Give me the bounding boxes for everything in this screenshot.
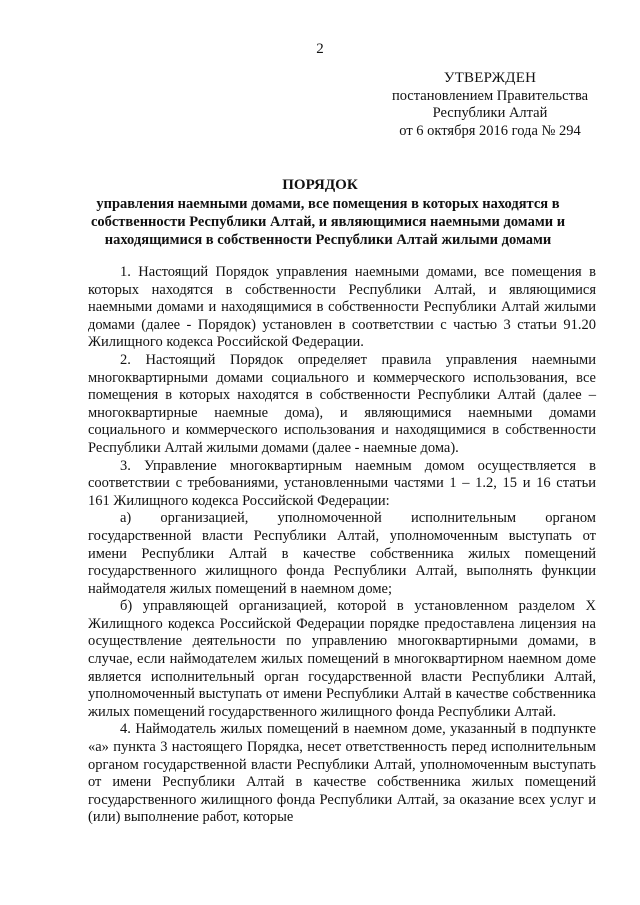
page-number: 2 [316,41,324,57]
approval-line-2: Республики Алтай [432,105,548,121]
document-title: ПОРЯДОК [282,177,358,193]
approval-line-3: от 6 октября 2016 года № 294 [399,122,581,139]
paragraph-3b: б) управляющей организацией, которой в установленном разделом X Жилищного кодекса Российской Федерации порядке предоставлена лицензия на осуществление деятельности по управлению многоквартирными домами, в случае, если наймодателем жилых помещений в многоквартирном наемном доме является исполнительный орган государственной власти Республики Алтай, уполномоченный выступать от имени Республики Алтай в качестве собственника жилых помещений государственного жилищного фонда Республики Алтай. [88,598,596,720]
paragraph-3a: а) организацией, уполномоченной исполнительным органом государственной власти Республики Алтай, уполномоченным выступать от имени Республики Алтай в качестве собственника жилых помещений государственного жилищного фонда Республики Алтай, выполнять функции наймодателя жилых помещений в наемном доме; [88,510,596,597]
approval-block [360,70,620,140]
approval-line-1: постановлением Правительства [391,87,589,104]
approval-heading: УТВЕРЖДЕН [443,70,537,86]
document-body [88,264,596,827]
paragraph-4: 4. Наймодатель жилых помещений в наемном доме, указанный в подпункте «а» пункта 3 настоящего Порядка, несет ответственность перед исполнительным органом государственной власти Республики Алтай, уполномоченным выступать от имени Республики Алтай в качестве собственника жилых помещений государственного жилищного фонда Республики Алтай, за оказание всех услуг и (или) выполнение работ, которые [88,721,596,826]
paragraph-1: 1. Настоящий Порядок управления наемными домами, все помещения в которых находятся в собственности Республики Алтай, и являющимися наемными домами и находящимися в собственности Республики Алтай жилыми домами (далее - Порядок) установлен в соответствии с частью 3 статьи 91.20 Жилищного кодекса Российской Федерации. [88,264,596,351]
document-subtitle: управления наемными домами, все помещения в которых находятся в собственности Республики Алтай, и являющимися наемными домами и находящимися в собственности Республики Алтай жилыми домами [90,196,566,248]
paragraph-3: 3. Управление многоквартирным наемным домом осуществляется в соответствии с требованиями, установленными частями 1 – 1.2, 15 и 16 статьи 161 Жилищного кодекса Российской Федерации: [88,457,596,509]
paragraph-2: 2. Настоящий Порядок определяет правила управления наемными многоквартирными домами социального и коммерческого использования, все помещения в которых находятся в собственности Республики Алтай (далее – многоквартирные наемные дома), и являющимися наемными домами социального и коммерческого использования и находящимися в собственности Республики Алтай жилыми домами (далее - наемные дома). [88,351,596,456]
